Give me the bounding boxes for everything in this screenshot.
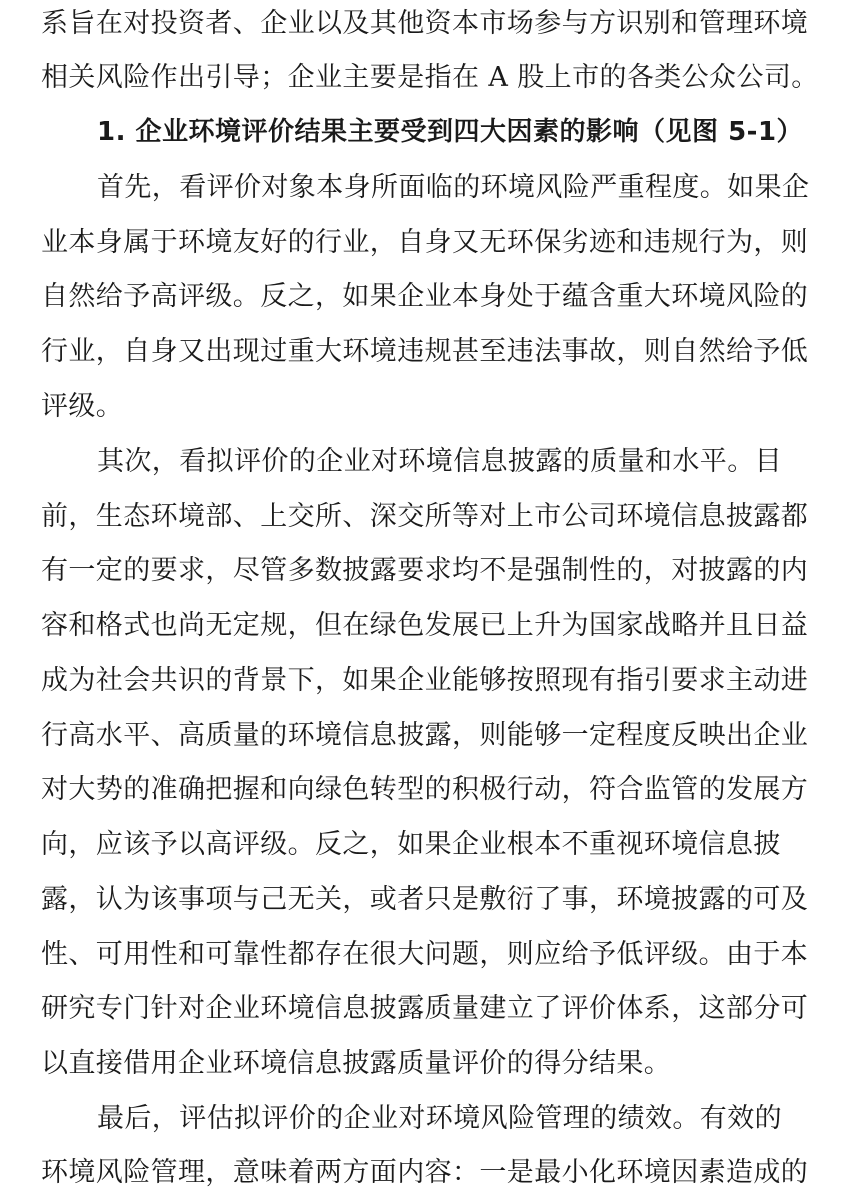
text-line: 首先，看评价对象本身所面临的环境风险严重程度。如果企 [97, 172, 810, 203]
text-line: 前，生态环境部、上交所、深交所等对上市公司环境信息披露都 [41, 501, 809, 532]
text-line: 自然给予高评级。反之，如果企业本身处于蕴含重大环境风险的 [41, 281, 809, 312]
text-line: 最后，评估拟评价的企业对环境风险管理的绩效。有效的 [97, 1103, 782, 1134]
text-line: 评级。 [41, 391, 124, 422]
text-line: 有一定的要求，尽管多数披露要求均不是强制性的，对披露的内 [41, 555, 809, 586]
text-line: 其次，看拟评价的企业对环境信息披露的质量和水平。目 [97, 446, 782, 477]
text-line: 以直接借用企业环境信息披露质量评价的得分结果。 [41, 1048, 672, 1079]
text-line: 环境风险管理，意味着两方面内容：一是最小化环境因素造成的 [41, 1157, 809, 1188]
text-line: 行业，自身又出现过重大环境违规甚至违法事故，则自然给予低 [41, 336, 809, 367]
text-line: 业本身属于环境友好的行业，自身又无环保劣迹和违规行为，则 [41, 227, 809, 258]
text-line: 系旨在对投资者、企业以及其他资本市场参与方识别和管理环境 [41, 8, 809, 39]
text-line: 行高水平、高质量的环境信息披露，则能够一定程度反映出企业 [41, 720, 809, 751]
text-line: 相关风险作出引导；企业主要是指在 A 股上市的各类公众公司。 [41, 62, 819, 93]
text-line: 研究专门针对企业环境信息披露质量建立了评价体系，这部分可 [41, 993, 809, 1024]
text-line: 成为社会共识的背景下，如果企业能够按照现有指引要求主动进 [41, 665, 809, 696]
section-heading: 1. 企业环境评价结果主要受到四大因素的影响（见图 5-1） [97, 117, 804, 147]
text-line: 向，应该予以高评级。反之，如果企业根本不重视环境信息披 [41, 829, 781, 860]
text-line: 容和格式也尚无定规，但在绿色发展已上升为国家战略并且日益 [41, 610, 809, 641]
text-line: 露，认为该事项与己无关，或者只是敷衍了事，环境披露的可及 [41, 884, 809, 915]
text-line: 性、可用性和可靠性都存在很大问题，则应给予低评级。由于本 [41, 939, 809, 970]
text-line: 对大势的准确把握和向绿色转型的积极行动，符合监管的发展方 [41, 774, 809, 805]
